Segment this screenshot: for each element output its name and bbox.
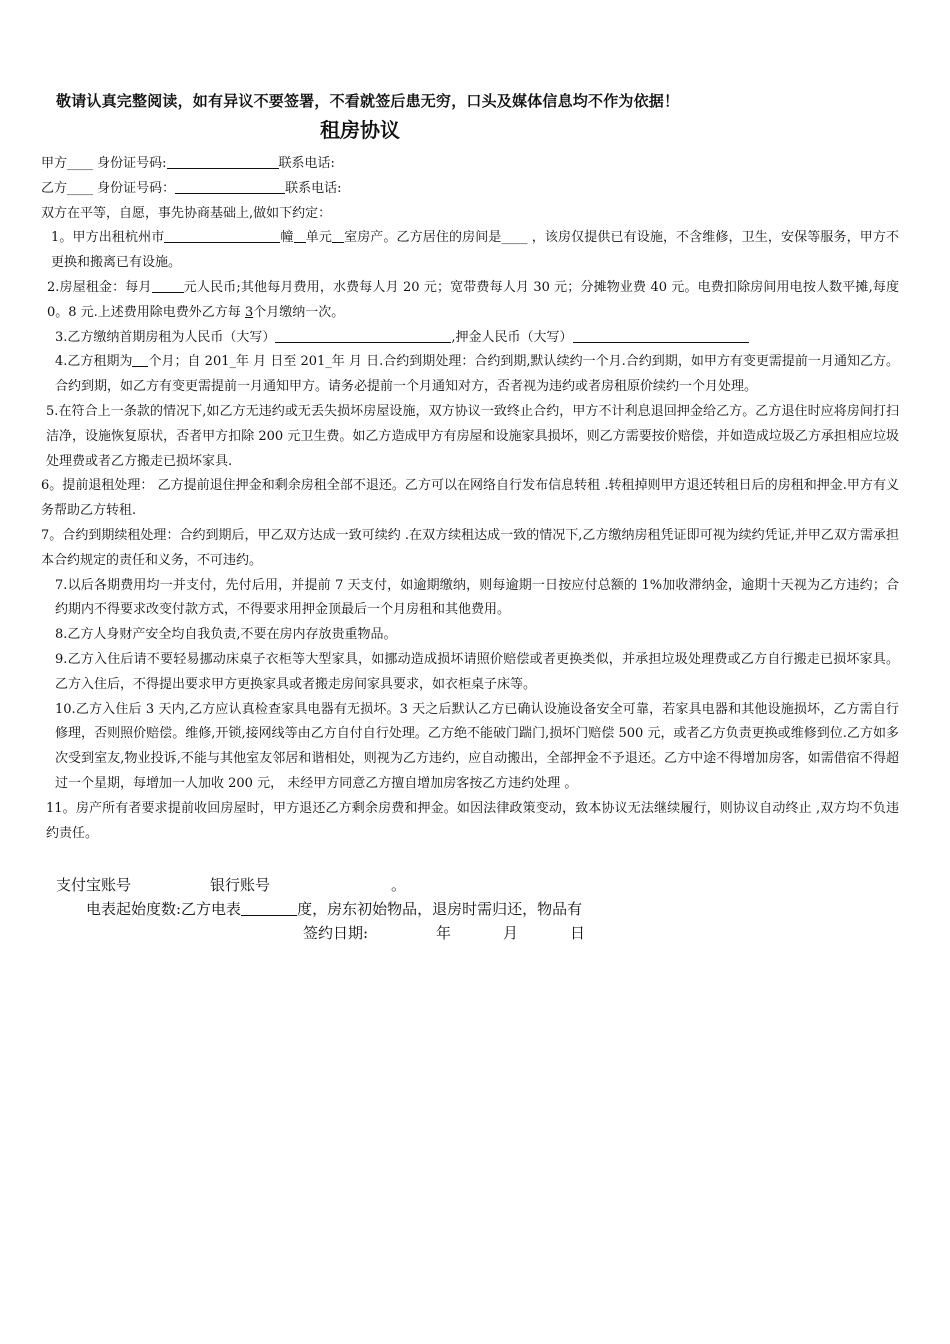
alipay-label: 支付宝账号 xyxy=(56,876,132,894)
sign-month: 月 xyxy=(503,924,519,942)
sign-date-label: 签约日期: xyxy=(303,924,369,942)
first-rent-blank xyxy=(275,328,451,343)
deposit-blank xyxy=(573,328,749,343)
id-blank xyxy=(167,154,279,169)
clause-2: 2.房屋租金：每月 元人民币;其他每月费用，水费每人月 20 元；宽带费每人月 30 元；分摊物业费 40 元。电费扣除房间用电按人数平摊,每度 0。8 元.上述费用除电费外乙方每 3个月缴纳一次。 xyxy=(47,279,900,320)
meter-line: 电表起始度数:乙方电表 度，房东初始物品，退房时需归还，物品有 xyxy=(86,900,583,918)
document-title: 租房协议 xyxy=(320,118,400,142)
id-blank xyxy=(175,179,285,194)
party-a-line: 甲方____ 身份证号码: 联系电话: xyxy=(41,156,335,171)
room-blank xyxy=(332,228,344,243)
clause-5: 5.在符合上一条款的情况下,如乙方无违约或无丢失损坏房屋设施，双方协议一致终止合约，甲方不计利息退回押金给乙方。乙方退住时应将房间打扫洁净，设施恢复原状，否者甲方扣除 200 元卫生费。如乙方造成甲方有房屋和设施家具损坏，则乙方需要按价赔偿，并如造成垃圾乙方承担相应垃圾处理费或者乙方搬走已损坏家具. xyxy=(46,403,899,469)
clause-6: 6。提前退租处理： 乙方提前退住押金和剩余房租全部不退还。乙方可以在网络自行发布信息转租 .转租掉则甲方退还转租日后的房租和押金.甲方有义务帮助乙方转租. xyxy=(41,478,899,519)
contract-body xyxy=(41,152,899,846)
meter-blank xyxy=(241,899,297,916)
clause-1: 1。甲方出租杭州市 幢 单元 室房产。乙方居住的房间是____ ，该房仅提供已有设施，不含维修，卫生，安保等服务，甲方不更换和搬离已有设施。 xyxy=(51,230,899,271)
intro-line: 双方在平等，自愿，事先协商基础上,做如下约定： xyxy=(41,205,332,221)
unit-blank xyxy=(294,228,306,243)
term-blank xyxy=(132,352,148,367)
sign-day: 日 xyxy=(570,924,586,942)
address-blank xyxy=(164,228,280,243)
clause-9: 9.乙方入住后请不要轻易挪动床桌子衣柜等大型家具，如挪动造成损坏请照价赔偿或者更换类似，并承担垃圾处理费或乙方自行搬走已损坏家具。乙方入住后，不得提出要求甲方更换家具或者搬走房间家具要求，如衣柜桌子床等。 xyxy=(55,651,899,692)
clause-3: 3.乙方缴纳首期房租为人民币（大写） ,押金人民币（大写） xyxy=(41,326,899,351)
party-b-line: 乙方____ 身份证号码： 联系电话: xyxy=(41,180,342,196)
bank-label: 银行账号 xyxy=(210,876,271,894)
clause-4: 4.乙方租期为 个月；自 201_年 月 日至 201_年 月 日.合约到期处理：合约到期,默认续约一个月.合约到期，如甲方有变更需提前一月通知乙方。合约到期，如乙方有变更需提前一月通知甲方。请务必提前一个月通知对方，否者视为违约或者房租原价续约一个月处理。 xyxy=(55,354,899,395)
clause-10: 10.乙方入住后 3 天内,乙方应认真检查家具电器有无损坏。3 天之后默认乙方已确认设施设备安全可靠，若家具电器和其他设施损坏，乙方需自行修理，否则照价赔偿。维修,开锁,接网线等由乙方自付自行处理。乙方绝不能破门踹门,损坏门赔偿 500 元，或者乙方负责更换或维修到位.乙方如多次受到室友,物业投诉,不能与其他室友邻居和谐相处，则视为乙方违约，应自动搬出，全部押金不予退还。乙方中途不得增加房客，如需借宿不得超过一个星期，每增加一人加收 200 元， 未经甲方同意乙方擅自增加房客按乙方违约处理 。 xyxy=(55,701,899,791)
sign-year: 年 xyxy=(436,924,452,942)
accounts-end: 。 xyxy=(391,876,407,894)
clause-7b: 7.以后各期费用均一并支付，先付后用，并提前 7 天支付，如逾期缴纳，则每逾期一日按应付总额的 1%加收滞纳金，逾期十天视为乙方违约；合约期内不得要求改变付款方式，不得要求用押金顶最后一个月房租和其他费用。 xyxy=(55,577,899,618)
clause-11: 11。房产所有者要求提前收回房屋时，甲方退还乙方剩余房费和押金。如因法律政策变动，致本协议无法继续履行，则协议自动终止 ,双方均不负违约责任。 xyxy=(46,800,899,841)
rent-blank xyxy=(152,278,184,293)
warning-notice: 敬请认真完整阅读，如有异议不要签署，不看就签后患无穷，口头及媒体信息均不作为依据！ xyxy=(56,92,680,110)
clause-8: 8.乙方人身财产安全均自我负责,不要在房内存放贵重物品。 xyxy=(55,627,397,643)
clause-7a: 7。合约到期续租处理：合约到期后，甲乙双方达成一致可续约 .在双方续租达成一致的情况下,乙方缴纳房租凭证即可视为续约凭证,并甲乙双方需承担本合约规定的责任和义务，不可违约。 xyxy=(41,527,899,568)
